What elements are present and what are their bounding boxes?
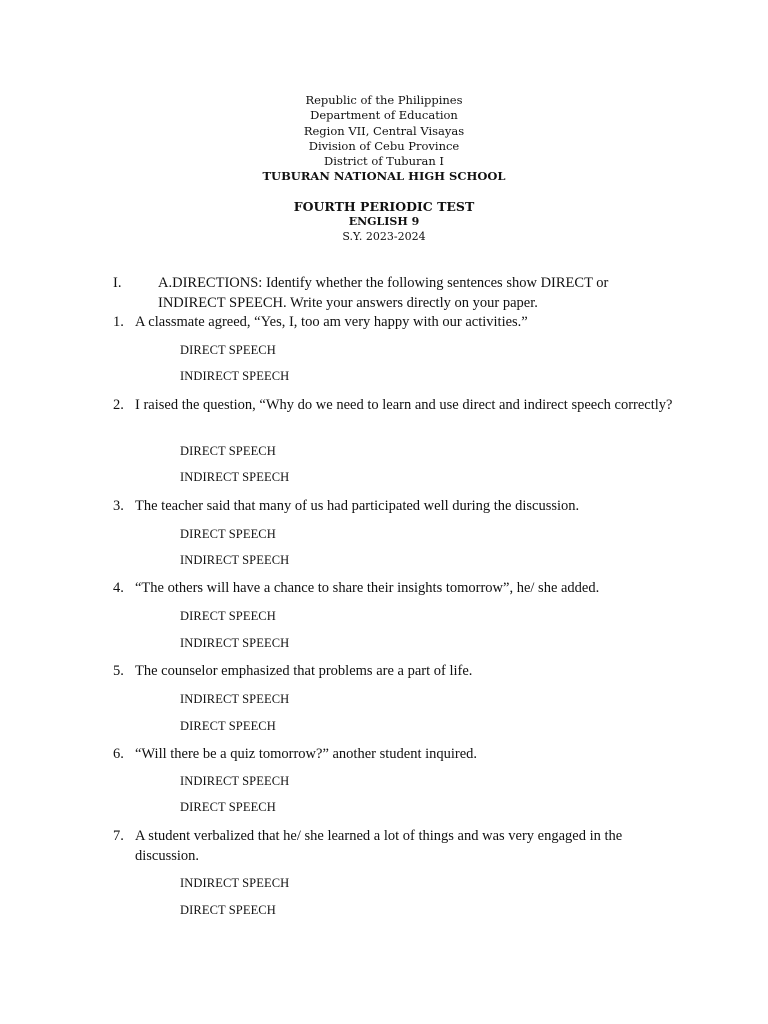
answer-choice: DIRECT SPEECH [180, 527, 276, 541]
answer-choice: INDIRECT SPEECH [180, 369, 290, 383]
answer-choice: INDIRECT SPEECH [180, 876, 290, 890]
question-number: 6. [113, 746, 124, 762]
answer-choice: DIRECT SPEECH [180, 800, 276, 814]
question-text: “Will there be a quiz tomorrow?” another student inquired. [135, 746, 478, 762]
test-subject: ENGLISH 9 [348, 215, 420, 228]
question-item-7 [113, 827, 673, 866]
answer-choice: INDIRECT SPEECH [180, 692, 290, 706]
header-division: Division of Cebu Province [308, 138, 460, 153]
directions-text: A.DIRECTIONS: Identify whether the following sentences show DIRECT or INDIRECT SPEECH. Write your answers directly on your paper. [158, 275, 609, 311]
question-item-1 [113, 313, 673, 333]
question-number: 3. [113, 498, 124, 514]
question-item-4 [113, 579, 673, 599]
question-number: 1. [113, 314, 124, 330]
question-item-5 [113, 662, 673, 682]
answer-choice: INDIRECT SPEECH [180, 774, 290, 788]
question-text: The counselor emphasized that problems are a part of life. [135, 663, 473, 679]
answer-choice: DIRECT SPEECH [180, 903, 276, 917]
answer-choice: INDIRECT SPEECH [180, 636, 290, 650]
question-number: 2. [113, 397, 124, 413]
answer-choice: DIRECT SPEECH [180, 609, 276, 623]
header-district: District of Tuburan I [324, 154, 444, 169]
question-text: I raised the question, “Why do we need to learn and use direct and indirect speech correctly? [135, 397, 673, 413]
section-directions [113, 274, 673, 313]
test-title-block [0, 199, 768, 244]
header-republic: Republic of the Philippines [305, 93, 463, 107]
question-number: 7. [113, 828, 124, 844]
header-region: Region VII, Central Visayas [303, 123, 465, 138]
answer-choice: DIRECT SPEECH [180, 719, 276, 733]
question-item-3 [113, 497, 673, 517]
question-number: 4. [113, 580, 124, 596]
question-item-2 [113, 396, 673, 416]
answer-choice: DIRECT SPEECH [180, 444, 276, 458]
header-school-name: TUBURAN NATIONAL HIGH SCHOOL [262, 169, 506, 184]
question-text: A student verbalized that he/ she learned a lot of things and was very engaged in the discussion. [135, 828, 623, 864]
section-numeral: I. [113, 275, 122, 291]
question-text: “The others will have a chance to share their insights tomorrow”, he/ she added. [135, 580, 600, 596]
school-year: S.Y. 2023-2024 [342, 230, 426, 243]
document-header [0, 93, 768, 185]
question-item-6 [113, 745, 673, 765]
test-title: FOURTH PERIODIC TEST [293, 199, 475, 214]
answer-choice: INDIRECT SPEECH [180, 470, 290, 484]
answer-choice: INDIRECT SPEECH [180, 553, 290, 567]
question-text: A classmate agreed, “Yes, I, too am very happy with our activities.” [135, 314, 528, 330]
question-text: The teacher said that many of us had participated well during the discussion. [135, 498, 580, 514]
answer-choice: DIRECT SPEECH [180, 343, 276, 357]
header-department: Department of Education [310, 108, 458, 123]
question-number: 5. [113, 663, 124, 679]
